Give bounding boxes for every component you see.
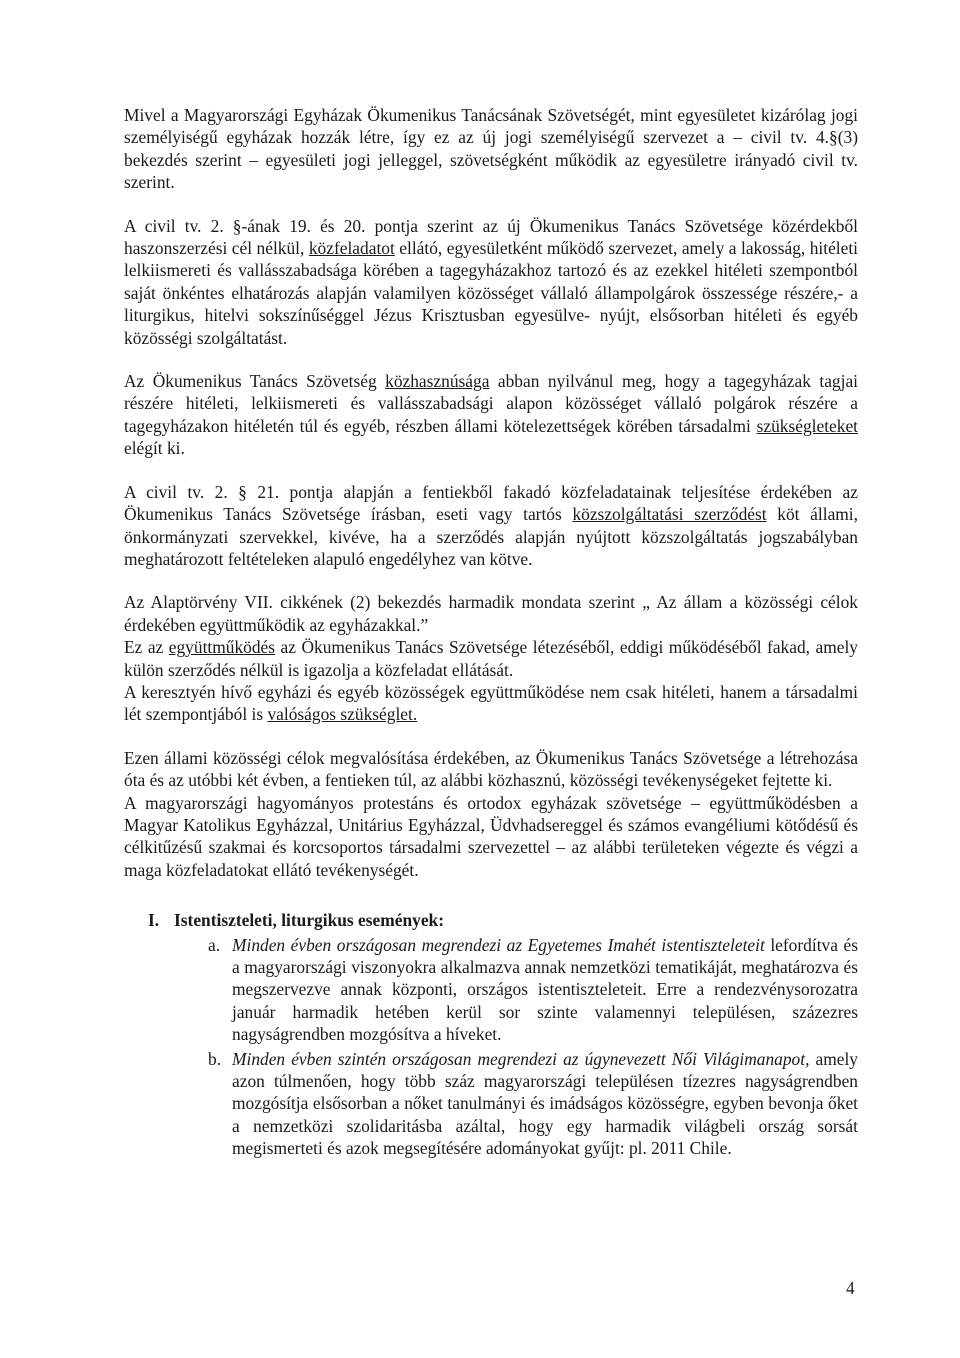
italic-lead: Minden évben országosan megrendezi az Egyetemes Imahét istentiszteleteit	[232, 934, 765, 955]
paragraph-5: Az Alaptörvény VII. cikkének (2) bekezdés harmadik mondata szerint „ Az állam a közösségi célok érdekében együttműködik az egyházakkal.”	[124, 592, 858, 635]
paragraph-6	[124, 636, 858, 681]
underlined-term: valóságos szükséglet.	[267, 704, 418, 725]
paragraph-4	[124, 481, 858, 571]
text-span: az Ökumenikus Tanács Szövetsége létezéséből, eddigi működéséből fakad, amely külön szerződés nélkül is igazolja a közfeladat ellátását.	[124, 637, 858, 680]
text-span: Ez az	[124, 637, 169, 658]
section-heading	[148, 909, 858, 931]
paragraph-1: Mivel a Magyarországi Egyházak Ökumenikus Tanácsának Szövetségét, mint egyesületet kizárólag jogi személyiségű egyházak hozzák létre, így ez az új jogi személyiségű szervezet a – civil tv. 4.§(3) bekezdés szerint – egyesületi jogi jelleggel, szövetségként működik az egyesületre irányadó civil tv. szerint.	[124, 105, 858, 193]
section-number: I.	[148, 910, 160, 931]
underlined-term: közszolgáltatási szerződést	[572, 504, 767, 525]
paragraph-9: A magyarországi hagyományos protestáns és ortodox egyházak szövetsége – együttműködésben a Magyar Katolikus Egyházzal, Unitárius Egyházzal, Üdvhadsereggel és számos evangéliumi kötődésű és célkitűzésű szakmai és korcsoportos társadalmi szervezettel – az alábbi területeken végezte és végzi a maga közfeladatokat ellátó tevékenységét.	[124, 792, 858, 880]
underlined-term: szükségleteket	[756, 415, 858, 436]
event-list	[208, 934, 858, 1160]
paragraph-8: Ezen állami közösségi célok megvalósítása érdekében, az Ökumenikus Tanács Szövetsége a létrehozása óta és az utóbbi két évben, a fentieken túl, az alábbi közhasznú, közösségi tevékenységeket fejtette ki.	[124, 747, 858, 791]
list-marker: a.	[208, 934, 221, 955]
paragraph-7	[124, 681, 858, 726]
page-number: 4	[846, 1278, 855, 1298]
text-span: Az Ökumenikus Tanács Szövetség	[124, 371, 386, 392]
underlined-term: együttműködés	[168, 637, 276, 658]
document-page	[124, 104, 858, 1160]
paragraph-2	[124, 215, 858, 349]
text-span: abban nyilvánul meg, hogy a tagegyházak tagjai részére hitéleti, lelkiismereti és vallásszabadsági alapon közösséget vállaló polgárok részére a tagegyházakon hitéletén túl és egyéb, részben állami kötelezettségek körében társadalmi	[124, 371, 859, 436]
text-span: A civil tv. 2. § 21. pontja alapján a fentiekből fakadó közfeladatainak teljesítése érdekében az Ökumenikus Tanács Szövetsége írásban, eseti vagy tartós	[124, 481, 858, 525]
text-span: ellátó, egyesületként működő szervezet, amely a lakosság, hitéleti lelkiismereti és vallásszabadsága körében a tagegyházakhoz tartozó és az ezekkel hitéleti szempontból saját önkéntes elhatározás alapján valamilyen közösséget vállaló állampolgárok összessége részére,- a liturgikus, hitelvi sokszínűséggel Jézus Krisztusban egyesülve- nyújt, elsősorban hitéleti és egyéb közösségi szolgáltatást.	[124, 238, 859, 348]
list-marker: b.	[208, 1048, 222, 1069]
underlined-term: közhasznúsága	[385, 371, 490, 392]
text-span: amely azon túlmenően, hogy több száz magyarországi településen tízezres nagyságrendben mozgósítja elsősorban a nőket tanulmányi és imádságos közösségre, egyben bevonja őket a nemzetközi szolidaritásba azáltal, hogy egy harmadik világbeli ország sorsát megismerteti és azok megsegítésére adományokat gyűjt: pl. 2011 Chile.	[232, 1048, 858, 1159]
list-item	[208, 934, 858, 1046]
text-span: lefordítva és a magyarországi viszonyokra alkalmazva annak nemzetközi tematikáját, meghatározva és megszervezve annak központi, országos istentiszteleteit. Erre a rendezvénysorozatra január harmadik hetében kerül sor szinte valamennyi településen, százezres nagyságrendben mozgósítva a híveket.	[232, 934, 858, 1045]
list-item-text	[232, 1048, 858, 1160]
list-item-text	[232, 934, 858, 1046]
paragraph-3	[124, 370, 858, 460]
text-span: elégít ki.	[124, 438, 185, 459]
text-span: A civil tv. 2. §-ának 19. és 20. pontja szerint az új Ökumenikus Tanács Szövetsége közérdekből haszonszerzési cél nélkül,	[124, 215, 858, 259]
list-item	[208, 1048, 858, 1160]
text-span: A keresztyén hívő egyházi és egyéb közösségek együttműködése nem csak hitéleti, hanem a társadalmi lét szempontjából is	[124, 681, 858, 725]
underlined-term: közfeladatot	[308, 238, 395, 259]
italic-lead: Minden évben szintén országosan megrendezi az úgynevezett Női Világimanapot,	[232, 1048, 810, 1069]
text-span: köt állami, önkormányzati szervekkel, kivéve, ha a szerződés alapján nyújtott közszolgáltatás jogszabályban meghatározott feltételeken alapuló engedélyhez van kötve.	[124, 504, 858, 569]
section-title: Istentiszteleti, liturgikus események:	[174, 910, 444, 931]
